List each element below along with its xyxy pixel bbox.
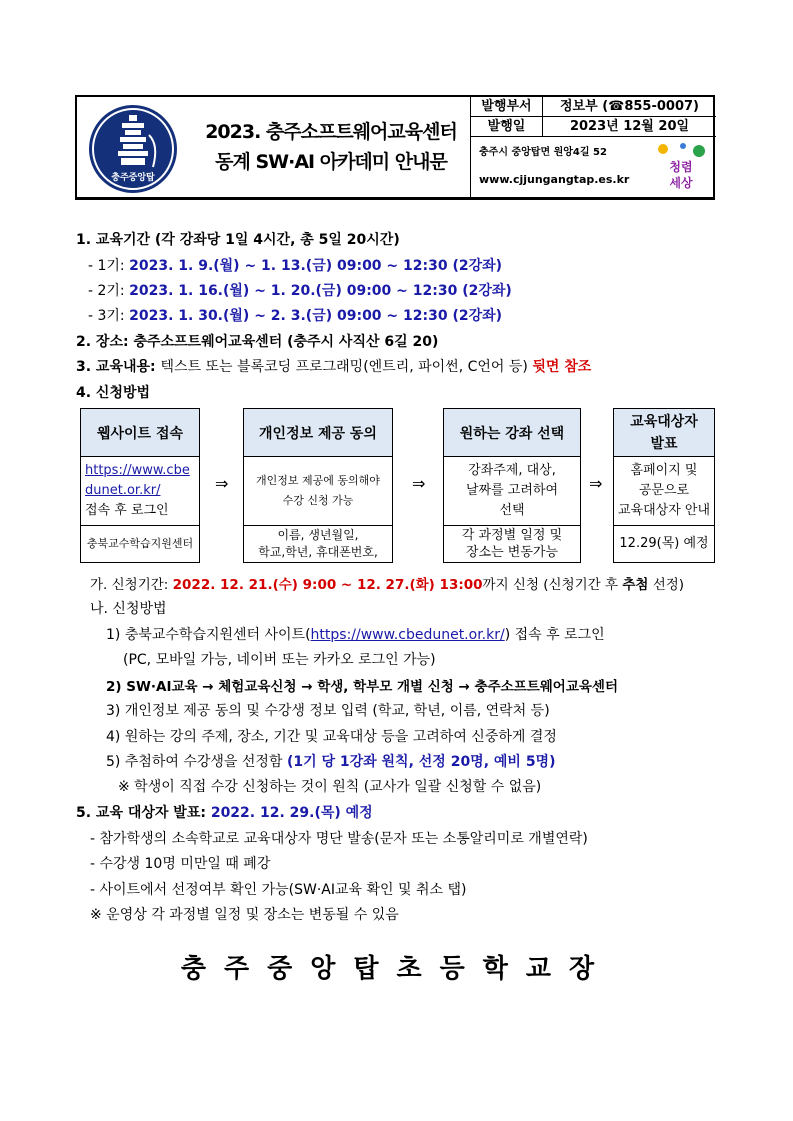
method-step-3: 3) 개인정보 제공 동의 및 수강생 정보 입력 (학교, 학년, 이름, 연락처 등) (106, 703, 550, 719)
flow-step-3-detail (444, 457, 580, 525)
flow-arrow-3: ⇒ (589, 474, 603, 493)
flow-step-3-footer-1: 각 과정별 일정 및 (461, 528, 563, 543)
dept-row (471, 97, 716, 117)
method-step-5 (106, 751, 555, 771)
apply-period-end: 선정) (648, 577, 685, 593)
flow-step-4-footer (614, 525, 714, 562)
flow-step-1-note: 접속 후 로그인 (85, 503, 169, 518)
flow-step-3 (443, 408, 581, 563)
session-1-date: 2023. 1. 9.(월) ~ 1. 13.(금) 09:00 ~ 12:30 (2강좌) (129, 258, 503, 274)
sec5-bullet-3: - 사이트에서 선정여부 확인 가능(SW·AI교육 확인 및 취소 탭) (90, 882, 467, 898)
sec5-heading-date: 2022. 12. 29.(목) 예정 (210, 805, 373, 821)
flow-step-4-detail-1: 홈페이지 및 (630, 463, 698, 478)
slogan-text-2: 세상 (669, 176, 693, 190)
method-step-5-pre: 5) 추첨하여 수강생을 선정함 (106, 754, 287, 770)
session-3 (88, 305, 502, 325)
sec5-heading-label: 5. 교육 대상자 발표: (76, 805, 211, 821)
session-2 (88, 280, 512, 300)
flow-step-3-detail-3: 선택 (499, 503, 525, 518)
slogan-text-1: 청렴 (669, 160, 693, 174)
flow-step-1-footer-text: 충북교수학습지원센터 (86, 537, 194, 550)
flow-step-1 (80, 408, 200, 563)
sec3-content (76, 356, 591, 376)
sec1-heading: 1. 교육기간 (각 강좌당 1일 4시간, 총 5일 20시간) (76, 232, 400, 248)
flow-step-1-link-2[interactable]: dunet.or.kr/ (85, 483, 161, 498)
header-box (75, 95, 715, 200)
flow-step-3-footer-2: 장소는 변동가능 (465, 545, 559, 560)
dept-value: 정보부 (☎855-0007) (560, 99, 699, 114)
sec3-text: 텍스트 또는 블록코딩 프로그래밍(엔트리, 파이썬, C언어 등) (160, 359, 533, 375)
flow-step-1-detail (81, 457, 199, 525)
title-cell (192, 97, 470, 197)
flow-step-4-detail-3: 교육대상자 안내 (617, 503, 711, 518)
method-step-1-link[interactable]: https://www.cbedunet.or.kr/ (310, 627, 505, 643)
session-1 (88, 255, 502, 275)
school-principal-signature: 충주중앙탑초등학교장 (180, 954, 613, 984)
flow-step-4 (613, 408, 715, 563)
flow-step-4-title: 교육대상자 발표 (614, 409, 714, 457)
flow-step-2 (243, 408, 393, 563)
flow-arrow-2: ⇒ (412, 474, 426, 493)
flow-step-2-footer-2: 학교,학년, 휴대폰번호, (258, 545, 378, 559)
logo-label: 충주중앙탑 (111, 173, 155, 183)
session-3-label: - 3기: (88, 308, 130, 324)
flow-step-1-footer (81, 525, 199, 562)
flow-step-3-detail-2: 날짜를 고려하여 (465, 483, 559, 498)
sec5-note: ※ 운영상 각 과정별 일정 및 장소는 변동될 수 있음 (90, 907, 399, 923)
method-step-1-pre: 1) 충북교수학습지원센터 사이트( (106, 627, 311, 643)
session-3-date: 2023. 1. 30.(월) ~ 2. 3.(금) 09:00 ~ 12:30 (2강좌) (129, 308, 503, 324)
flow-step-4-footer-text: 12.29(목) 예정 (619, 536, 709, 551)
method-note: ※ 학생이 직접 수강 신청하는 것이 원칙 (교사가 일괄 신청할 수 없음) (118, 779, 542, 795)
flow-step-1-title: 웹사이트 접속 (81, 409, 199, 457)
sec5-bullet-2: - 수강생 10명 미만일 때 폐강 (90, 856, 271, 872)
sec2-place: 2. 장소: 충주소프트웨어교육센터 (충주시 사직산 6길 20) (76, 334, 439, 350)
flow-step-2-detail-2: 수강 신청 가능 (282, 494, 354, 507)
logo-cell (77, 97, 192, 197)
date-row (471, 117, 716, 137)
apply-period-post: 까지 신청 (신청기간 후 (482, 577, 623, 593)
session-2-date: 2023. 1. 16.(월) ~ 1. 20.(금) 09:00 ~ 12:30 (2강좌) (129, 283, 512, 299)
school-address: 충주시 중앙탑면 원앙4길 52 (479, 147, 607, 158)
flow-arrow-1: ⇒ (215, 474, 229, 493)
apply-period-date: 2022. 12. 21.(수) 9:00 ~ 12. 27.(화) 13:00 (172, 577, 483, 593)
method-step-2: 2) SW·AI교육 → 체험교육신청 → 학생, 학부모 개별 신청 → 충주소프트웨어교육센터 (106, 679, 618, 695)
apply-period-lottery: 추첨 (622, 577, 649, 593)
apply-method-heading: 나. 신청방법 (90, 601, 167, 617)
flow-step-1-link-1[interactable]: https://www.cbe (85, 463, 190, 478)
method-step-1-note: (PC, 모바일 가능, 네이버 또는 카카오 로그인 가능) (123, 652, 436, 668)
school-website[interactable]: www.cjjungangtap.es.kr (479, 173, 630, 186)
sec3-ref: 뒷면 참조 (532, 359, 592, 375)
doc-title-line2: 동계 SW·AI 아카데미 안내문 (215, 151, 447, 173)
flow-step-3-title: 원하는 강좌 선택 (444, 409, 580, 457)
sec5-bullet-1: - 참가학생의 소속학교로 교육대상자 명단 발송(문자 또는 소통알리미로 개별연락) (90, 831, 588, 847)
integrity-slogan-icon (653, 141, 709, 197)
school-logo (89, 105, 177, 193)
sec4-heading: 4. 신청방법 (76, 385, 151, 401)
flow-step-3-detail-1: 강좌주제, 대상, (468, 463, 556, 478)
flow-step-2-detail (244, 457, 392, 525)
flow-step-2-detail-1: 개인정보 제공에 동의해야 (256, 474, 380, 487)
method-step-5-rule: (1기 당 1강좌 원칙, 선정 20명, 예비 5명) (286, 754, 556, 770)
flow-step-2-title: 개인정보 제공 동의 (244, 409, 392, 457)
method-step-1 (106, 624, 605, 644)
method-step-4: 4) 원하는 강의 주제, 장소, 기간 및 교육대상 등을 고려하여 신중하게 결정 (106, 729, 557, 745)
flow-step-4-detail (614, 457, 714, 525)
flow-step-4-detail-2: 공문으로 (638, 483, 690, 498)
session-2-label: - 2기: (88, 283, 130, 299)
sec5-heading (76, 802, 373, 822)
session-1-label: - 1기: (88, 258, 130, 274)
date-label: 발행일 (471, 117, 543, 137)
sec3-label: 3. 교육내용: (76, 359, 161, 375)
dept-label: 발행부서 (471, 97, 543, 117)
flow-step-3-footer (444, 525, 580, 562)
flow-step-2-footer-1: 이름, 생년월일, (277, 528, 359, 542)
date-value: 2023년 12월 20일 (569, 119, 690, 134)
flow-step-2-footer (244, 525, 392, 562)
method-step-1-post: ) 접속 후 로그인 (504, 627, 605, 643)
info-cell (470, 97, 715, 197)
doc-title-line1: 2023. 충주소프트웨어교육센터 (205, 121, 457, 143)
apply-period-label: 가. 신청기간: (90, 577, 173, 593)
apply-period (90, 573, 684, 593)
